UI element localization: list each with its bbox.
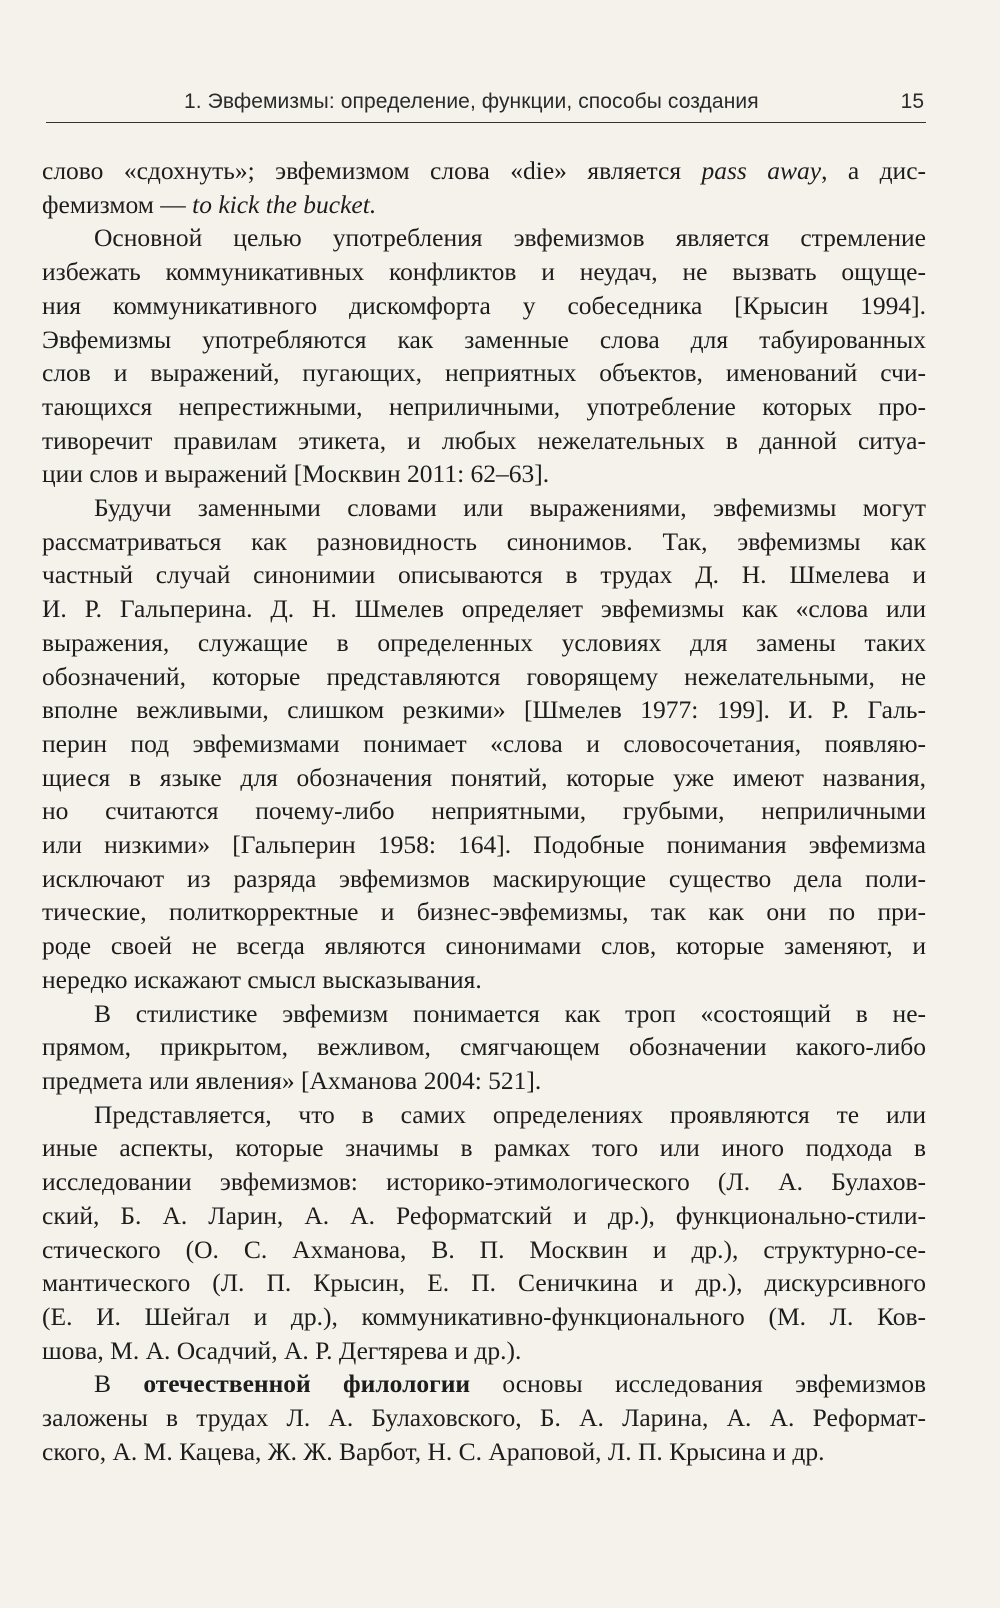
text-run: основы исследования эвфемизмов xyxy=(470,1369,926,1399)
text-line xyxy=(42,323,926,357)
text-run: фемизмом — xyxy=(42,189,193,219)
text-run: тиворечит правилам этикета, и любых нежелательных в данной ситуа- xyxy=(42,425,926,455)
text-run: ского, А. М. Кацева, Ж. Ж. Варбот, Н. С. Араповой, Л. П. Крысина и др. xyxy=(42,1436,825,1466)
text-line xyxy=(42,761,926,795)
text-line xyxy=(42,828,926,862)
page-number: 15 xyxy=(900,90,924,113)
text-line xyxy=(42,929,926,963)
text-line xyxy=(42,289,926,323)
text-run: предмета или явления» [Ахманова 2004: 521]. xyxy=(42,1065,542,1095)
text-line xyxy=(42,727,926,761)
text-run: прямом, прикрытом, вежливом, смягчающем обозначении какого-либо xyxy=(42,1032,926,1062)
text-line xyxy=(42,1131,926,1165)
text-run: исключают из разряда эвфемизмов маскирующие существо дела поли- xyxy=(42,863,926,893)
text-run: или низкими» [Гальперин 1958: 164]. Подобные понимания эвфемизма xyxy=(42,830,926,860)
text-line xyxy=(42,356,926,390)
text-line xyxy=(42,154,926,188)
text-line xyxy=(42,390,926,424)
text-run: шова, М. А. Осадчий, А. Р. Дегтярева и др.). xyxy=(42,1335,522,1365)
text-run: Основной целью употребления эвфемизмов является стремление xyxy=(94,223,926,253)
text-run: иные аспекты, которые значимы в рамках того или иного подхода в xyxy=(42,1133,926,1163)
text-line xyxy=(42,660,926,694)
text-line xyxy=(42,1233,926,1267)
text-run: тические, политкорректные и бизнес-эвфемизмы, так как они по при- xyxy=(42,897,926,927)
text-run: рассматриваться как разновидность синонимов. Так, эвфемизмы как xyxy=(42,526,926,556)
text-line xyxy=(42,1064,926,1098)
chapter-title: 1. Эвфемизмы: определение, функции, способы создания xyxy=(184,90,759,113)
text-run: выражения, служащие в определенных условиях для замены таких xyxy=(42,627,926,657)
paragraph-stylistics xyxy=(42,997,926,1098)
text-run: тающихся непрестижными, неприличными, употребление которых про- xyxy=(42,391,926,421)
text-run: , а дис- xyxy=(821,156,926,185)
text-line xyxy=(42,1098,926,1132)
paragraph-domestic-philology xyxy=(42,1367,926,1468)
text-line xyxy=(42,221,926,255)
text-run: ции слов и выражений [Москвин 2011: 62–63]. xyxy=(42,459,550,489)
text-run: нередко искажают смысл высказывания. xyxy=(42,964,482,994)
text-line xyxy=(42,188,926,222)
paragraph-synonymy xyxy=(42,491,926,997)
running-header xyxy=(46,86,926,123)
text-run: перин под эвфемизмами понимает «слова и словосочетания, появляю- xyxy=(42,728,926,758)
text-line xyxy=(42,525,926,559)
text-run: вполне вежливыми, слишком резкими» [Шмелев 1977: 199]. И. Р. Галь- xyxy=(42,695,926,725)
text-run: слово «сдохнуть»; эвфемизмом слова «die» является xyxy=(42,156,702,185)
body-text xyxy=(42,154,926,1468)
text-run: И. Р. Гальперина. Д. Н. Шмелев определяет эвфемизмы как «слова или xyxy=(42,594,926,624)
text-run: Эвфемизмы употребляются как заменные слова для табуированных xyxy=(42,324,926,354)
text-run: мантического (Л. П. Крысин, Е. П. Сеничкина и др.), дискурсивного xyxy=(42,1268,926,1298)
text-line xyxy=(42,1367,926,1401)
text-line xyxy=(42,592,926,626)
text-line xyxy=(42,491,926,525)
text-line xyxy=(42,862,926,896)
text-run: щиеся в языке для обозначения понятий, которые уже имеют названия, xyxy=(42,762,926,792)
text-run: исследовании эвфемизмов: историко-этимологического (Л. А. Булахов- xyxy=(42,1167,926,1197)
italic-text: to kick the bucket. xyxy=(192,189,377,219)
text-run: заложены в трудах Л. А. Булаховского, Б. А. Ларина, А. А. Реформат- xyxy=(42,1403,926,1433)
text-run: Будучи заменными словами или выражениями, эвфемизмы могут xyxy=(94,493,926,523)
text-run: обозначений, которые представляются говорящему нежелательными, не xyxy=(42,661,926,691)
text-line xyxy=(42,255,926,289)
text-run: (Е. И. Шейгал и др.), коммуникативно-функционального (М. Л. Ков- xyxy=(42,1301,926,1331)
text-run: ский, Б. А. Ларин, А. А. Реформатский и др.), функционально-стили- xyxy=(42,1200,926,1230)
bold-text: отечественной филологии xyxy=(143,1369,471,1399)
text-line xyxy=(42,1266,926,1300)
text-run: ния коммуникативного дискомфорта у собеседника [Крысин 1994]. xyxy=(42,290,926,320)
text-line xyxy=(42,626,926,660)
text-run: В xyxy=(94,1369,144,1399)
text-line xyxy=(42,558,926,592)
text-run: роде своей не всегда являются синонимами слов, которые заменяют, и xyxy=(42,931,926,961)
text-line xyxy=(42,457,926,491)
text-line xyxy=(42,963,926,997)
text-run: стического (О. С. Ахманова, В. П. Москвин и др.), структурно-се- xyxy=(42,1234,926,1264)
paragraph-approaches xyxy=(42,1098,926,1368)
text-line xyxy=(42,1300,926,1334)
text-run: избежать коммуникативных конфликтов и неудач, не вызвать ощуще- xyxy=(42,257,926,287)
text-run: слов и выражений, пугающих, неприятных объектов, именований счи- xyxy=(42,358,926,388)
text-line xyxy=(42,1199,926,1233)
text-line xyxy=(42,1334,926,1368)
text-run: В стилистике эвфемизм понимается как троп «состоящий в не- xyxy=(94,998,926,1028)
text-line xyxy=(42,1435,926,1469)
text-run: Представляется, что в самих определениях проявляются те или xyxy=(94,1099,926,1129)
paragraph-euphemism-purpose xyxy=(42,221,926,491)
paragraph-continuation xyxy=(42,154,926,221)
text-run: частный случай синонимии описываются в трудах Д. Н. Шмелева и xyxy=(42,560,926,590)
text-run: но считаются почему-либо неприятными, грубыми, неприличными xyxy=(42,796,926,826)
text-line xyxy=(42,895,926,929)
text-line xyxy=(42,1401,926,1435)
italic-text: pass away xyxy=(701,156,822,185)
text-line xyxy=(42,794,926,828)
text-line xyxy=(42,1165,926,1199)
text-line xyxy=(42,424,926,458)
text-line xyxy=(42,997,926,1031)
text-line xyxy=(42,693,926,727)
text-line xyxy=(42,1030,926,1064)
